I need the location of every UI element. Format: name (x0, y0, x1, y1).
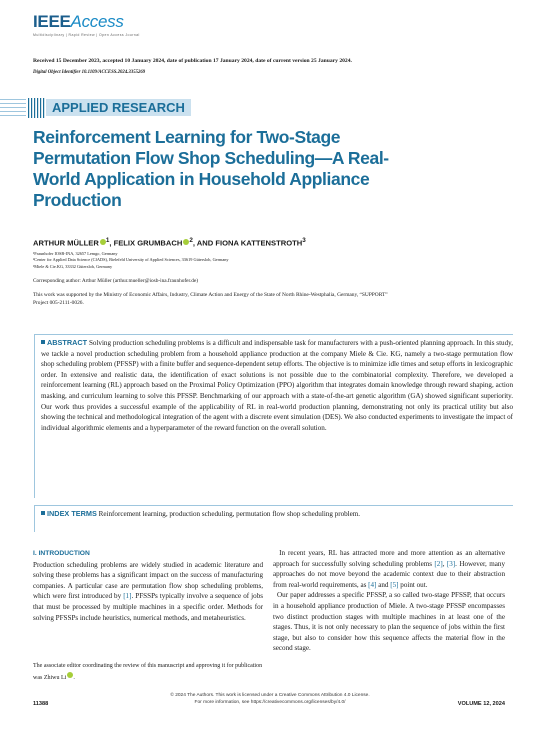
abstract-text: Solving production scheduling problems is a difficult and indispensable task for manufacturers with a push-oriented planning approach. In this study, we tackle a novel production scheduling problem from a household appliance production at the company Miele & Cie. KG, namely a two-stage permutation flow shop scheduling problem (PFSSP) with a finite buffer and sequence-dependent setup efforts. The objective is to minimize idle times and setup efforts in lexicographic order. In extensive and realistic data, the identification of exact solutions is not possible due to the combinatorial complexity. Therefore, we developed a reinforcement learning (RL) approach based on the Proximal Policy Optimization (PPO) algorithm that integrates domain knowledge through reward shaping, action masking, and curriculum learning to solve this PFSSP. Benchmarking of our approach with a state-of-the-art genetic algorithm (GA) showed significant superiority. Our work thus provides a successful example of the applicability of RL in real-world production planning, demonstrating not only its practical utility but also showing the technical and methodological integration of the agent with a discrete event simulation (DES). We also conducted experiments to investigate the impact of individual algorithmic elements and a hyperparameter of the reward function on the overall solution. (41, 339, 513, 432)
volume-label: VOLUME 12, 2024 (457, 701, 505, 707)
corresponding-author: Corresponding author: Arthur Müller (arthur.mueller@iosb-ina.fraunhofer.de) (33, 278, 199, 284)
journal-tagline: Multidisciplinary | Rapid Review | Open Access Journal (33, 33, 140, 37)
citation-link[interactable]: [4] (368, 580, 377, 589)
citation-link[interactable]: [1] (123, 592, 132, 601)
received-dates: Received 15 December 2023, accepted 10 January 2024, date of publication 17 January 2024, date of current version 25 January 2024. (33, 58, 352, 64)
abstract-box (34, 334, 513, 498)
license-link[interactable]: For more information, see https://creativecommons.org/licenses/by/4.0/ (194, 700, 346, 705)
column-right (273, 548, 505, 654)
citation-link[interactable]: [5] (390, 580, 399, 589)
doi: Digital Object Identifier 10.1109/ACCESS.2024.3355269 (33, 70, 146, 75)
paragraph: In recent years, RL has attracted more and more attention as an alternative approach for successfully solving scheduling problems [2], [3]. However, many approaches do not move beyond the academic context due to their abstraction from real-world requirements, as [4] and [5] point out. (273, 549, 506, 589)
paper-title: Reinforcement Learning for Two-Stage Permutation Flow Shop Scheduling—A Real-World Application in Household Appliance Production (33, 127, 389, 210)
affiliation: ³Miele & Cie.KG, 33332 Gütersloh, Germany (33, 263, 113, 269)
section-tag: APPLIED RESEARCH (46, 99, 191, 116)
affiliations (33, 251, 229, 270)
index-terms-box (34, 505, 513, 532)
journal-logo: IEEEAccess (33, 12, 124, 31)
affiliation: ²Center for Applied Data Science (CfADS), Bielefeld University of Applied Sciences, 33619 Gütersloh, Germany (33, 257, 229, 263)
section-stripes-icon (0, 96, 50, 122)
column-left (33, 548, 263, 623)
paragraph: Our paper addresses a specific PFSSP, a so called two-stage PFSSP, that occurs in a household appliance production of Miele. A two-stage PFSSP encompasses two distinct production stages with multiple machines in at least one of the stages. Thus, it is not only necessary to plan the sequence of jobs within the first stage, but also to consider how this sequence affects the material flow in the second stage. (273, 591, 505, 653)
license-footer: © 2024 The Authors. This work is licensed under a Creative Commons Attribution 4.0 License. For more information, see https://creativecommons.org/licenses/by/4.0/ (100, 692, 440, 706)
abstract-label: ABSTRACT (41, 338, 87, 347)
citation-link[interactable]: [3] (446, 559, 456, 568)
affiliation: ¹Fraunhofer IOSB-INA, 32657 Lemgo, Germany (33, 251, 118, 256)
page-number: 11388 (33, 701, 49, 707)
author-list: ARTHUR MÜLLER $^1$, FELIX GRUMBACH $^2$, AND FIONA KATTENSTROTH$^3$ (33, 237, 306, 248)
citation-link[interactable]: [2] (434, 559, 443, 568)
section-heading: I. INTRODUCTION (33, 550, 90, 557)
funding-note: This work was supported by the Ministry of Economic Affairs, Industry, Climate Action and Energy of the State of North Rhine-Westphalia, Germany, “SUPPORT” Project 005-2111-0026. (33, 292, 388, 306)
index-terms-label: INDEX TERMS (41, 509, 97, 518)
paragraph: Production scheduling problems are widely studied in academic literature and solving these problems has a significant impact on the success of manufacturing companies. A particular case are permutation flow shop scheduling problems, which were first introduced by [1]. PFSSPs typically involve a sequence of jobs that must be processed by multiple machines in a specific order. Methods for solving PFSSPs include heuristics, numerical methods, and metaheuristics. (33, 560, 263, 622)
orcid-icon[interactable] (67, 672, 73, 678)
index-terms-text: Reinforcement learning, production scheduling, permutation flow shop scheduling problem. (98, 510, 361, 518)
editor-note: The associate editor coordinating the review of this manuscript and approving it for publication was Zhiwu Li . (33, 663, 263, 681)
